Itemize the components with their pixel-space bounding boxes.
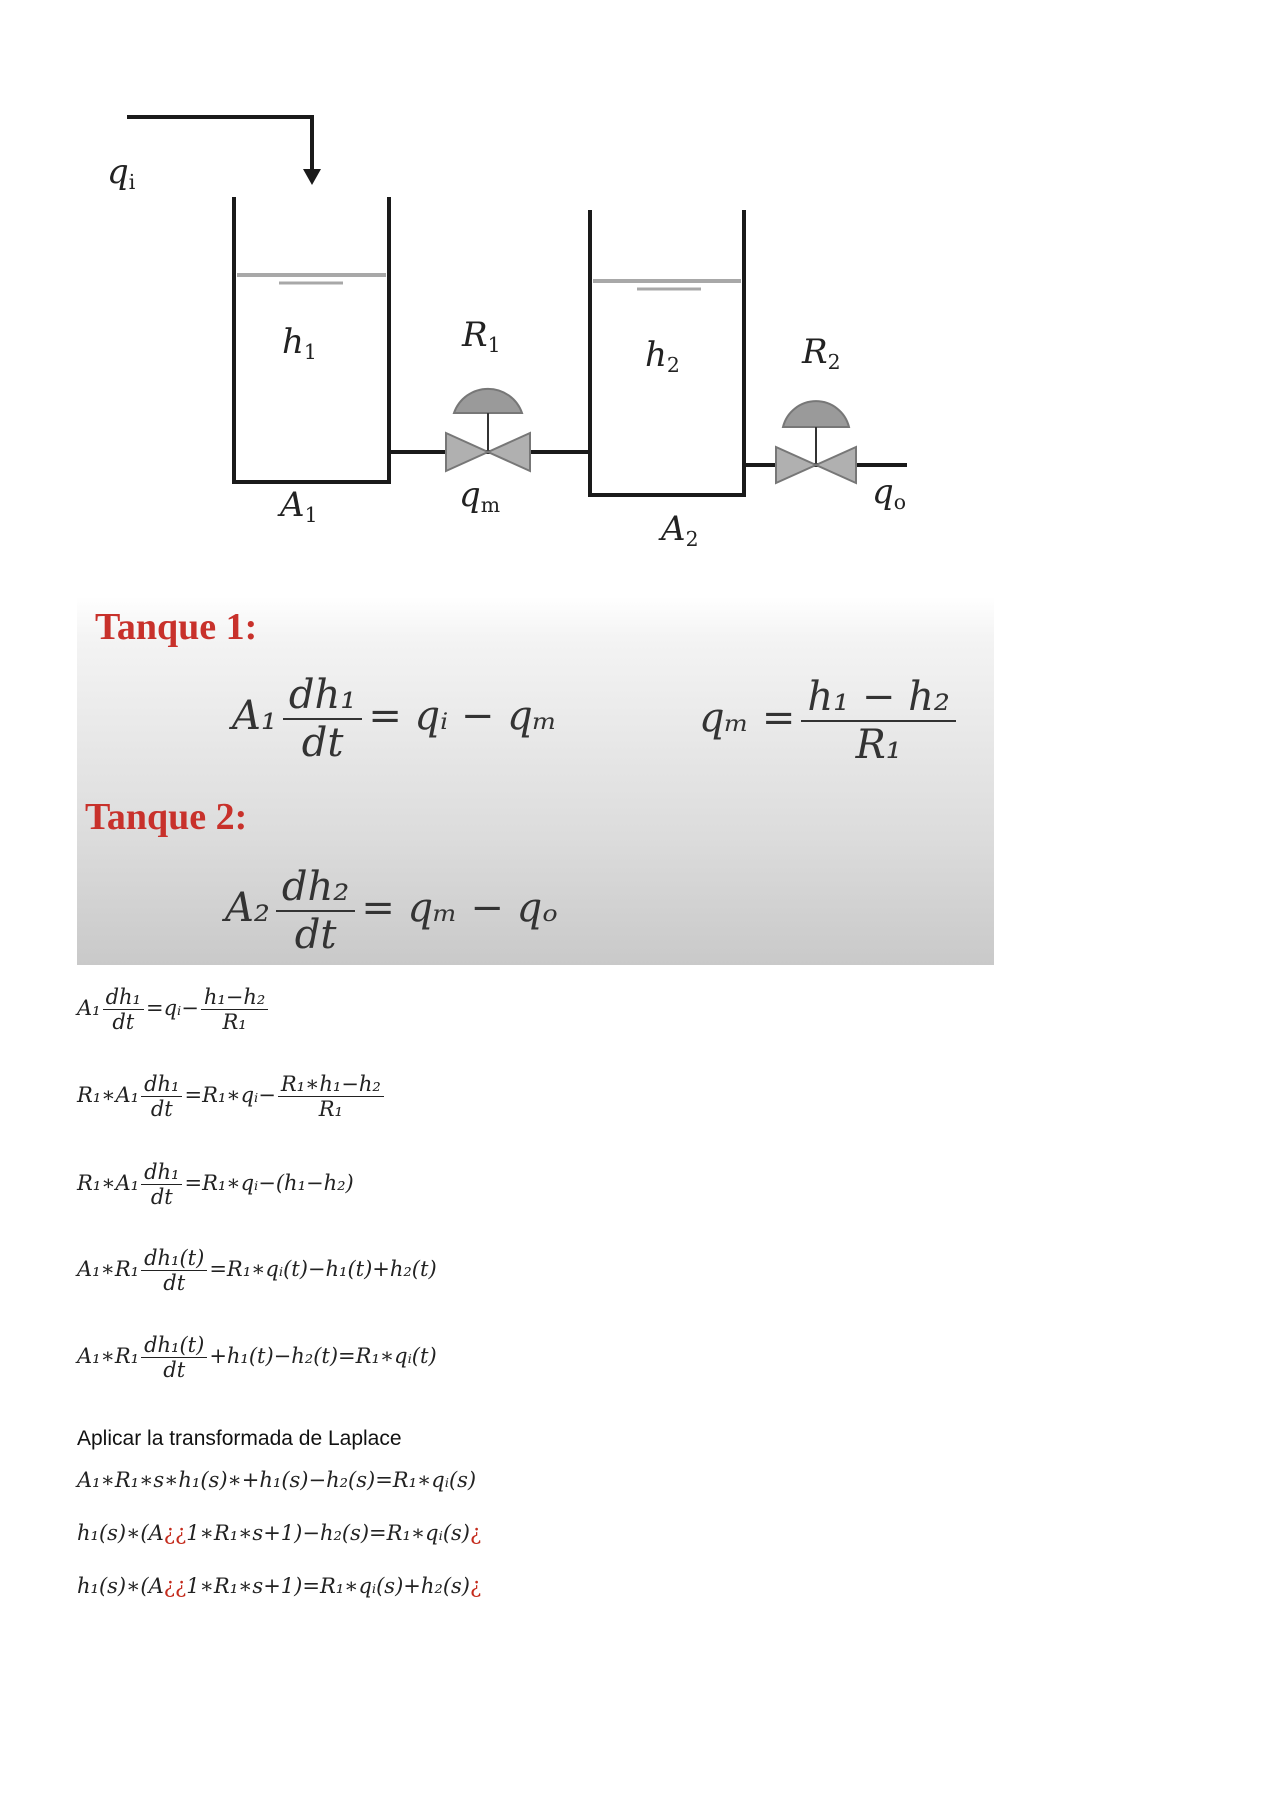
- derivation-step-2: R₁∗A₁ $\frac{\text{dh₁}}{dt}$ =R₁∗qᵢ− $\frac{\text{R₁∗h₁−h₂}}{\text{R₁}}$: [77, 1072, 386, 1121]
- laplace-step-1: A₁∗R₁∗s∗h₁(s)∗+h₁(s)−h₂(s)=R₁∗qᵢ(s): [77, 1468, 477, 1492]
- tank-1-title: Tanque 1:: [95, 606, 258, 648]
- derivation-step-1: A₁ $\frac{\text{dh₁}}{dt}$ =qᵢ− $\frac{\text{h₁−h₂}}{\text{R₁}}$: [77, 985, 270, 1034]
- label-qo: $q_o$: [872, 472, 907, 515]
- qm-equation: qₘ = $\frac{\text{h₁ − h₂}}{\text{R₁}}$: [699, 674, 962, 768]
- tank-2-title: Tanque 2:: [85, 796, 248, 838]
- laplace-step-2: h₁(s)∗(A¿¿1∗R₁∗s+1)−h₂(s)=R₁∗qᵢ(s)¿: [77, 1521, 482, 1545]
- label-r1: $R_1$: [462, 315, 501, 358]
- laplace-step-3: h₁(s)∗(A¿¿1∗R₁∗s+1)=R₁∗qᵢ(s)+h₂(s)¿: [77, 1574, 482, 1598]
- derivation-step-3: R₁∗A₁ $\frac{\text{dh₁}}{dt}$ =R₁∗qᵢ−(h₁−h₂): [77, 1160, 354, 1209]
- two-tank-figure: [77, 77, 994, 965]
- derivation-step-5: A₁∗R₁ $\frac{\text{dh₁(t)}}{dt}$ +h₁(t)−h₂(t)=R₁∗qᵢ(t): [77, 1333, 437, 1382]
- valve-r2-icon: [776, 401, 856, 483]
- label-qi: $q_i$: [107, 152, 136, 195]
- valve-r1-icon: [446, 389, 530, 471]
- label-h1: $h_1$: [282, 322, 317, 365]
- label-h2: $h_2$: [645, 335, 680, 378]
- derivation-step-4: A₁∗R₁ $\frac{\text{dh₁(t)}}{dt}$ =R₁∗qᵢ(t)−h₁(t)+h₂(t): [77, 1246, 437, 1295]
- inlet-pipe: [127, 117, 312, 172]
- two-tank-diagram: [77, 77, 994, 637]
- tank-2-equation: A₂ $\frac{\text{dh₂}}{dt}$ = qₘ − qₒ: [225, 864, 558, 958]
- tank-1-equation: A₁ $\frac{\text{dh₁}}{dt}$ = qᵢ − qₘ: [232, 672, 558, 766]
- inlet-arrow-icon: [303, 169, 321, 185]
- label-qm: $q_m$: [459, 475, 501, 518]
- label-a2: $A_2$: [661, 509, 699, 552]
- label-r2: $R_2$: [802, 332, 841, 375]
- label-a1: $A_1$: [280, 485, 318, 528]
- laplace-note: Aplicar la transformada de Laplace: [77, 1427, 402, 1450]
